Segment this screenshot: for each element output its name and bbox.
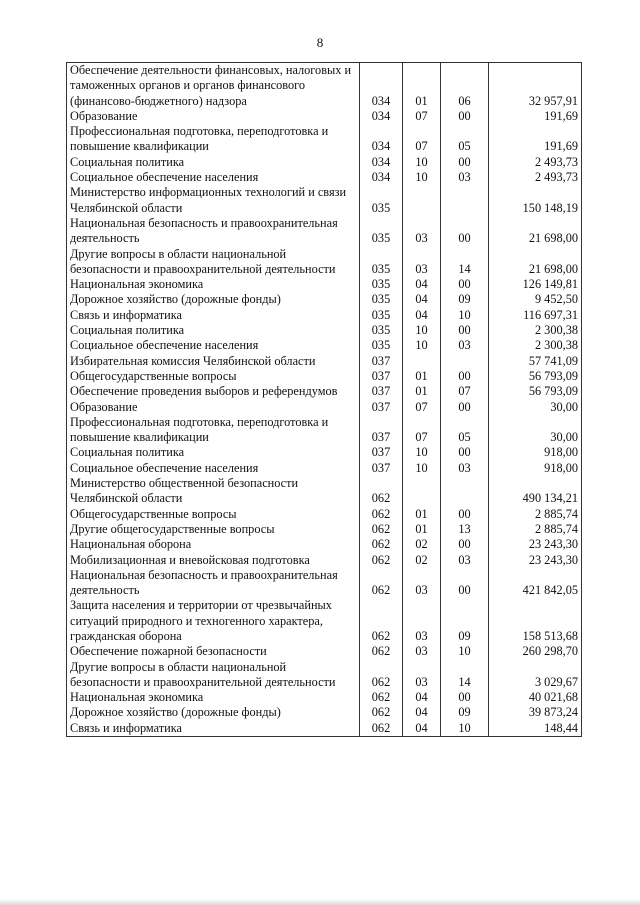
subsection-code-cell: 05: [441, 124, 489, 155]
expense-name-cell: Обеспечение пожарной безопасности: [67, 644, 360, 659]
subsection-code-cell: 00: [441, 369, 489, 384]
subsection-code-cell: 03: [441, 553, 489, 568]
expense-name-cell: Социальное обеспечение населения: [67, 338, 360, 353]
table-row: [67, 308, 582, 323]
ministry-code-cell: 062: [360, 553, 403, 568]
ministry-code-cell: 035: [360, 185, 403, 216]
section-code-cell: 07: [403, 400, 441, 415]
ministry-code-cell: 062: [360, 660, 403, 691]
ministry-code-cell: 035: [360, 247, 403, 278]
table-row: [67, 354, 582, 369]
section-code-cell: 01: [403, 63, 441, 109]
amount-cell: 918,00: [489, 461, 582, 476]
section-code-cell: [403, 476, 441, 507]
ministry-code-cell: 035: [360, 308, 403, 323]
section-code-cell: 04: [403, 277, 441, 292]
subsection-code-cell: 06: [441, 63, 489, 109]
subsection-code-cell: 10: [441, 644, 489, 659]
table-row: [67, 185, 582, 216]
amount-cell: 21 698,00: [489, 247, 582, 278]
table-row: [67, 598, 582, 644]
amount-cell: 56 793,09: [489, 369, 582, 384]
section-code-cell: 03: [403, 247, 441, 278]
amount-cell: 918,00: [489, 445, 582, 460]
amount-cell: 39 873,24: [489, 705, 582, 720]
ministry-code-cell: 062: [360, 537, 403, 552]
expense-name-cell: Социальная политика: [67, 323, 360, 338]
amount-cell: 191,69: [489, 124, 582, 155]
expense-name-cell: Министерство информационных технологий и связи Челябинской области: [67, 185, 360, 216]
amount-cell: 23 243,30: [489, 553, 582, 568]
subsection-code-cell: 00: [441, 109, 489, 124]
expense-name-cell: Национальная безопасность и правоохранительная деятельность: [67, 216, 360, 247]
section-code-cell: 01: [403, 522, 441, 537]
ministry-code-cell: 037: [360, 400, 403, 415]
table-row: [67, 63, 582, 109]
expense-name-cell: Общегосударственные вопросы: [67, 507, 360, 522]
amount-cell: 2 885,74: [489, 522, 582, 537]
expense-name-cell: Профессиональная подготовка, переподготовка и повышение квалификации: [67, 124, 360, 155]
ministry-code-cell: 035: [360, 338, 403, 353]
expense-name-cell: Образование: [67, 109, 360, 124]
ministry-code-cell: 037: [360, 354, 403, 369]
expense-name-cell: Мобилизационная и вневойсковая подготовка: [67, 553, 360, 568]
ministry-code-cell: 035: [360, 323, 403, 338]
ministry-code-cell: 035: [360, 292, 403, 307]
subsection-code-cell: 07: [441, 384, 489, 399]
section-code-cell: 03: [403, 568, 441, 599]
expense-name-cell: Национальная безопасность и правоохранительная деятельность: [67, 568, 360, 599]
expense-name-cell: Другие общегосударственные вопросы: [67, 522, 360, 537]
page-number: 8: [316, 35, 324, 50]
subsection-code-cell: [441, 354, 489, 369]
expense-name-cell: Другие вопросы в области национальной безопасности и правоохранительной деятельности: [67, 660, 360, 691]
section-code-cell: 03: [403, 660, 441, 691]
amount-cell: 23 243,30: [489, 537, 582, 552]
table-row: [67, 445, 582, 460]
table-row: [67, 216, 582, 247]
expense-name-cell: Социальная политика: [67, 445, 360, 460]
ministry-code-cell: 062: [360, 568, 403, 599]
subsection-code-cell: 00: [441, 216, 489, 247]
subsection-code-cell: 00: [441, 537, 489, 552]
section-code-cell: 01: [403, 384, 441, 399]
expense-name-cell: Связь и информатика: [67, 721, 360, 737]
table-row: [67, 690, 582, 705]
expense-name-cell: Министерство общественной безопасности Челябинской области: [67, 476, 360, 507]
ministry-code-cell: 034: [360, 155, 403, 170]
ministry-code-cell: 035: [360, 216, 403, 247]
expense-name-cell: Другие вопросы в области национальной безопасности и правоохранительной деятельности: [67, 247, 360, 278]
amount-cell: 260 298,70: [489, 644, 582, 659]
amount-cell: 148,44: [489, 721, 582, 737]
subsection-code-cell: 14: [441, 660, 489, 691]
table-row: [67, 644, 582, 659]
subsection-code-cell: 09: [441, 292, 489, 307]
section-code-cell: 07: [403, 415, 441, 446]
expense-name-cell: Национальная экономика: [67, 690, 360, 705]
subsection-code-cell: 00: [441, 568, 489, 599]
table-row: [67, 461, 582, 476]
section-code-cell: 03: [403, 216, 441, 247]
subsection-code-cell: 00: [441, 277, 489, 292]
subsection-code-cell: [441, 185, 489, 216]
subsection-code-cell: 00: [441, 445, 489, 460]
ministry-code-cell: 062: [360, 690, 403, 705]
expense-name-cell: Избирательная комиссия Челябинской области: [67, 354, 360, 369]
amount-cell: 21 698,00: [489, 216, 582, 247]
amount-cell: 2 885,74: [489, 507, 582, 522]
expense-name-cell: Дорожное хозяйство (дорожные фонды): [67, 292, 360, 307]
amount-cell: 56 793,09: [489, 384, 582, 399]
ministry-code-cell: 035: [360, 277, 403, 292]
ministry-code-cell: 037: [360, 369, 403, 384]
expense-name-cell: Профессиональная подготовка, переподготовка и повышение квалификации: [67, 415, 360, 446]
table-row: [67, 323, 582, 338]
section-code-cell: 04: [403, 705, 441, 720]
expense-name-cell: Связь и информатика: [67, 308, 360, 323]
ministry-code-cell: 062: [360, 476, 403, 507]
ministry-code-cell: 034: [360, 124, 403, 155]
ministry-code-cell: 062: [360, 644, 403, 659]
ministry-code-cell: 034: [360, 63, 403, 109]
subsection-code-cell: 10: [441, 308, 489, 323]
table-row: [67, 247, 582, 278]
expense-name-cell: Национальная оборона: [67, 537, 360, 552]
subsection-code-cell: [441, 476, 489, 507]
page-bottom-edge: [0, 899, 640, 905]
subsection-code-cell: 00: [441, 155, 489, 170]
amount-cell: 126 149,81: [489, 277, 582, 292]
section-code-cell: [403, 185, 441, 216]
ministry-code-cell: 062: [360, 522, 403, 537]
table-row: [67, 522, 582, 537]
section-code-cell: 07: [403, 109, 441, 124]
amount-cell: 158 513,68: [489, 598, 582, 644]
amount-cell: 32 957,91: [489, 63, 582, 109]
expense-name-cell: Дорожное хозяйство (дорожные фонды): [67, 705, 360, 720]
section-code-cell: 10: [403, 461, 441, 476]
subsection-code-cell: 03: [441, 461, 489, 476]
expense-name-cell: Общегосударственные вопросы: [67, 369, 360, 384]
amount-cell: 116 697,31: [489, 308, 582, 323]
ministry-code-cell: 062: [360, 598, 403, 644]
table-row: [67, 660, 582, 691]
ministry-code-cell: 037: [360, 445, 403, 460]
section-code-cell: 04: [403, 308, 441, 323]
table-row: [67, 109, 582, 124]
amount-cell: 2 300,38: [489, 323, 582, 338]
table-row: [67, 568, 582, 599]
table-row: [67, 721, 582, 737]
table-row: [67, 415, 582, 446]
amount-cell: 150 148,19: [489, 185, 582, 216]
table-row: [67, 338, 582, 353]
amount-cell: 490 134,21: [489, 476, 582, 507]
subsection-code-cell: 00: [441, 323, 489, 338]
budget-table: [66, 62, 582, 737]
expense-name-cell: Обеспечение проведения выборов и референдумов: [67, 384, 360, 399]
expense-name-cell: Социальное обеспечение населения: [67, 461, 360, 476]
amount-cell: 2 493,73: [489, 155, 582, 170]
ministry-code-cell: 037: [360, 384, 403, 399]
expense-name-cell: Обеспечение деятельности финансовых, налоговых и таможенных органов и органов финансового (финансово-бюджетного) надзора: [67, 63, 360, 109]
ministry-code-cell: 062: [360, 721, 403, 737]
section-code-cell: 01: [403, 507, 441, 522]
subsection-code-cell: 00: [441, 507, 489, 522]
section-code-cell: 01: [403, 369, 441, 384]
section-code-cell: 04: [403, 721, 441, 737]
section-code-cell: 03: [403, 644, 441, 659]
subsection-code-cell: 10: [441, 721, 489, 737]
ministry-code-cell: 034: [360, 170, 403, 185]
section-code-cell: 10: [403, 170, 441, 185]
amount-cell: 2 300,38: [489, 338, 582, 353]
section-code-cell: 07: [403, 124, 441, 155]
section-code-cell: 10: [403, 338, 441, 353]
amount-cell: 9 452,50: [489, 292, 582, 307]
section-code-cell: 03: [403, 598, 441, 644]
table-row: [67, 705, 582, 720]
table-row: [67, 476, 582, 507]
ministry-code-cell: 037: [360, 415, 403, 446]
table-row: [67, 292, 582, 307]
section-code-cell: 02: [403, 553, 441, 568]
subsection-code-cell: 03: [441, 170, 489, 185]
expense-name-cell: Социальная политика: [67, 155, 360, 170]
subsection-code-cell: 14: [441, 247, 489, 278]
subsection-code-cell: 09: [441, 598, 489, 644]
subsection-code-cell: 00: [441, 400, 489, 415]
amount-cell: 421 842,05: [489, 568, 582, 599]
amount-cell: 191,69: [489, 109, 582, 124]
expense-name-cell: Образование: [67, 400, 360, 415]
amount-cell: 3 029,67: [489, 660, 582, 691]
table-row: [67, 384, 582, 399]
table-row: [67, 124, 582, 155]
section-code-cell: 10: [403, 323, 441, 338]
subsection-code-cell: 03: [441, 338, 489, 353]
table-row: [67, 507, 582, 522]
subsection-code-cell: 09: [441, 705, 489, 720]
table-row: [67, 553, 582, 568]
subsection-code-cell: 00: [441, 690, 489, 705]
amount-cell: 30,00: [489, 400, 582, 415]
table-row: [67, 170, 582, 185]
budget-table-body: [67, 63, 582, 737]
section-code-cell: 10: [403, 155, 441, 170]
table-row: [67, 537, 582, 552]
section-code-cell: 04: [403, 292, 441, 307]
amount-cell: 2 493,73: [489, 170, 582, 185]
expense-name-cell: Защита населения и территории от чрезвычайных ситуаций природного и техногенного характера, гражданская оборона: [67, 598, 360, 644]
section-code-cell: 10: [403, 445, 441, 460]
expense-name-cell: Национальная экономика: [67, 277, 360, 292]
subsection-code-cell: 13: [441, 522, 489, 537]
amount-cell: 57 741,09: [489, 354, 582, 369]
amount-cell: 30,00: [489, 415, 582, 446]
section-code-cell: [403, 354, 441, 369]
expense-name-cell: Социальное обеспечение населения: [67, 170, 360, 185]
ministry-code-cell: 037: [360, 461, 403, 476]
ministry-code-cell: 062: [360, 507, 403, 522]
section-code-cell: 04: [403, 690, 441, 705]
ministry-code-cell: 034: [360, 109, 403, 124]
subsection-code-cell: 05: [441, 415, 489, 446]
amount-cell: 40 021,68: [489, 690, 582, 705]
table-row: [67, 277, 582, 292]
section-code-cell: 02: [403, 537, 441, 552]
table-row: [67, 400, 582, 415]
ministry-code-cell: 062: [360, 705, 403, 720]
table-row: [67, 369, 582, 384]
table-row: [67, 155, 582, 170]
